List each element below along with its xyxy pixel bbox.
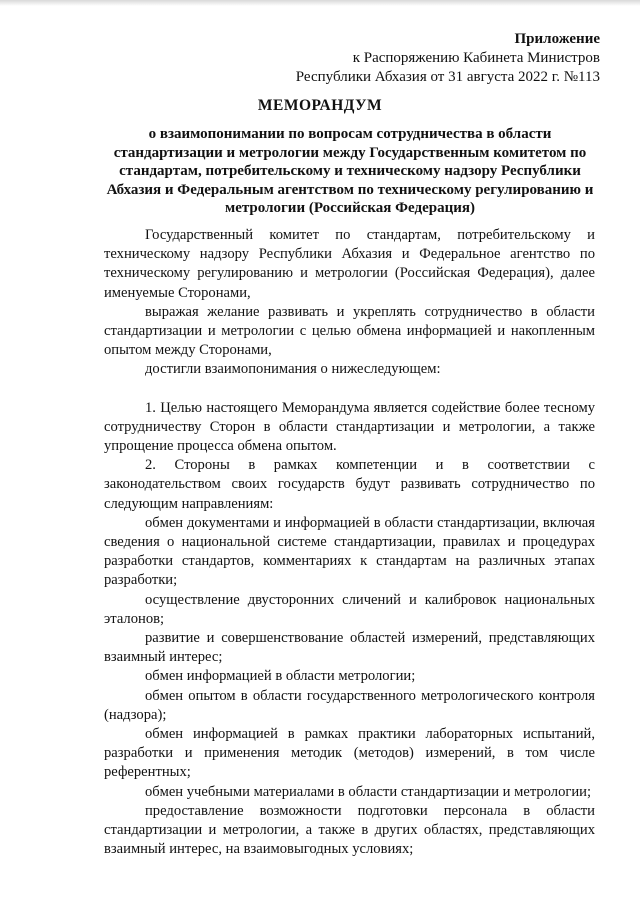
appendix-header [200, 30, 600, 87]
paragraph-agreement: достигли взаимопонимания о нижеследующем: [145, 361, 441, 378]
paragraph-preamble: Государственный комитет по стандартам, потребительскому и техническому надзору Республики Абхазия и Федеральное агентство по техническому регулированию и метрологии (Российская Федерация), далее именуемые Сторонами, [104, 227, 595, 301]
paragraph-intent: выражая желание развивать и укреплять сотрудничество в области стандартизации и метрологии с целью обмена информацией и накопленным опытом между Сторонами, [104, 303, 595, 359]
clause-2: 2. Стороны в рамках компетенции и в соответствии с законодательством своих государств будут развивать сотрудничество по следующим направлениям: [104, 457, 595, 512]
clause-1: 1. Целью настоящего Меморандума является содействие более тесному сотрудничеству Сторон в области стандартизации и метрологии, а также упрощение процесса обмена опытом. [104, 399, 595, 455]
direction-item: развитие и совершенствование областей измерений, представляющих взаимный интерес; [104, 630, 595, 666]
direction-item: предоставление возможности подготовки персонала в области стандартизации и метрологии, а также в других областях, представляющих взаимный интерес, на взаимовыгодных условиях; [104, 802, 595, 858]
direction-item: обмен документами и информацией в области стандартизации, включая сведения о национальной системе стандартизации, правилах и процедурах разработки стандартов, комментариях к стандартам на различных этапах разработки; [104, 514, 595, 589]
document-subtitle: о взаимопонимании по вопросам сотрудничества в области стандартизации и метрологии между Государственным комитетом по стандартам, потребительскому и техническому надзору Республики Абхазия и Федеральным агентством по техническому регулированию и метрологии (Российская Федерация) [106, 126, 594, 217]
appendix-line-2: Республики Абхазия от 31 августа 2022 г. №113 [295, 69, 600, 85]
direction-item: осуществление двусторонних сличений и калибровок национальных эталонов; [104, 591, 595, 627]
document-body [104, 226, 595, 860]
scan-edge-shadow [0, 0, 640, 6]
document-title: МЕМОРАНДУМ [257, 97, 383, 114]
direction-item: обмен опытом в области государственного метрологического контроля (надзора); [104, 687, 595, 723]
direction-item: обмен информацией в рамках практики лабораторных испытаний, разработки и применения методик (методов) измерений, в том числе референтных; [104, 726, 595, 781]
direction-item: обмен учебными материалами в области стандартизации и метрологии; [145, 783, 592, 800]
appendix-line-1: к Распоряжению Кабинета Министров [352, 50, 600, 66]
direction-item: обмен информацией в области метрологии; [145, 668, 416, 685]
appendix-title: Приложение [514, 31, 600, 47]
